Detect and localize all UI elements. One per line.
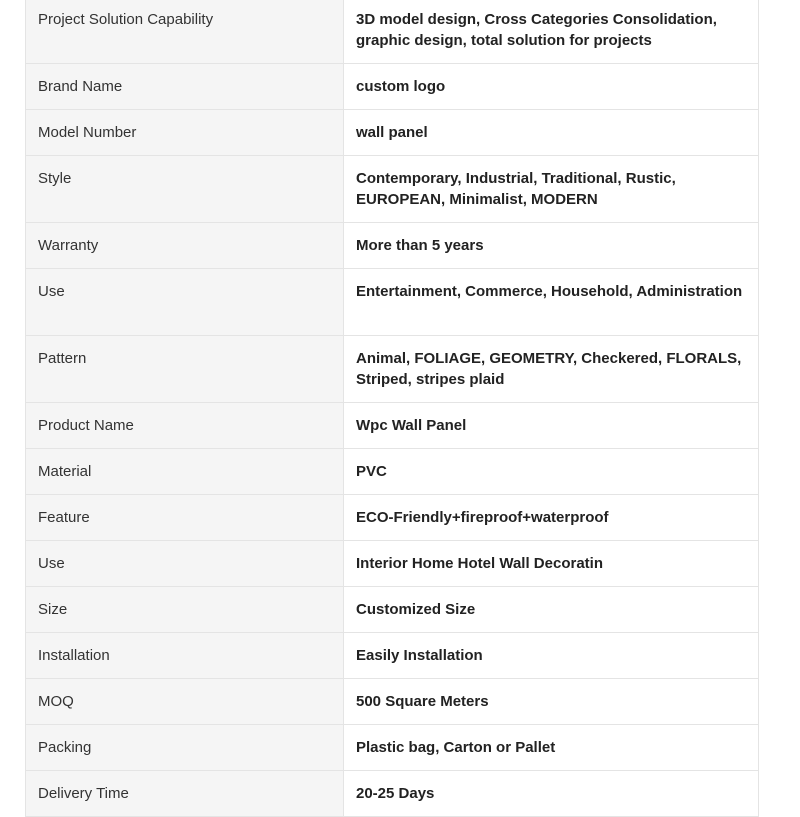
table-row	[26, 110, 759, 156]
spec-value: ECO-Friendly+fireproof+waterproof	[344, 495, 759, 541]
spec-value: Contemporary, Industrial, Traditional, Rustic, EUROPEAN, Minimalist, MODERN	[344, 156, 759, 223]
table-row	[26, 725, 759, 771]
spec-value: Interior Home Hotel Wall Decoratin	[344, 541, 759, 587]
spec-value: custom logo	[344, 64, 759, 110]
product-spec-table	[25, 0, 759, 817]
table-row	[26, 336, 759, 403]
table-row	[26, 223, 759, 269]
table-row	[26, 587, 759, 633]
spec-value: Plastic bag, Carton or Pallet	[344, 725, 759, 771]
spec-label: Use	[26, 269, 344, 336]
spec-value: 20-25 Days	[344, 771, 759, 817]
spec-label: Delivery Time	[26, 771, 344, 817]
spec-value: PVC	[344, 449, 759, 495]
spec-value: Entertainment, Commerce, Household, Administration	[344, 269, 759, 336]
table-row	[26, 403, 759, 449]
table-row	[26, 541, 759, 587]
spec-label: Installation	[26, 633, 344, 679]
spec-label: Use	[26, 541, 344, 587]
table-row	[26, 64, 759, 110]
spec-label: Style	[26, 156, 344, 223]
table-row	[26, 449, 759, 495]
spec-label: Product Name	[26, 403, 344, 449]
spec-value: 3D model design, Cross Categories Consolidation, graphic design, total solution for projects	[344, 0, 759, 64]
spec-label: Feature	[26, 495, 344, 541]
table-row	[26, 679, 759, 725]
spec-value: Easily Installation	[344, 633, 759, 679]
spec-label: Pattern	[26, 336, 344, 403]
spec-label: Packing	[26, 725, 344, 771]
spec-label: MOQ	[26, 679, 344, 725]
spec-label: Size	[26, 587, 344, 633]
table-row	[26, 771, 759, 817]
spec-label: Project Solution Capability	[26, 0, 344, 64]
spec-value: 500 Square Meters	[344, 679, 759, 725]
table-row	[26, 633, 759, 679]
product-spec-table-container	[25, 0, 759, 817]
spec-label: Warranty	[26, 223, 344, 269]
spec-label: Material	[26, 449, 344, 495]
spec-value: Wpc Wall Panel	[344, 403, 759, 449]
table-row	[26, 0, 759, 64]
spec-value: Customized Size	[344, 587, 759, 633]
spec-value: Animal, FOLIAGE, GEOMETRY, Checkered, FLORALS, Striped, stripes plaid	[344, 336, 759, 403]
table-row	[26, 156, 759, 223]
table-row	[26, 495, 759, 541]
spec-label: Brand Name	[26, 64, 344, 110]
spec-value: wall panel	[344, 110, 759, 156]
spec-value: More than 5 years	[344, 223, 759, 269]
spec-label: Model Number	[26, 110, 344, 156]
table-row	[26, 269, 759, 336]
